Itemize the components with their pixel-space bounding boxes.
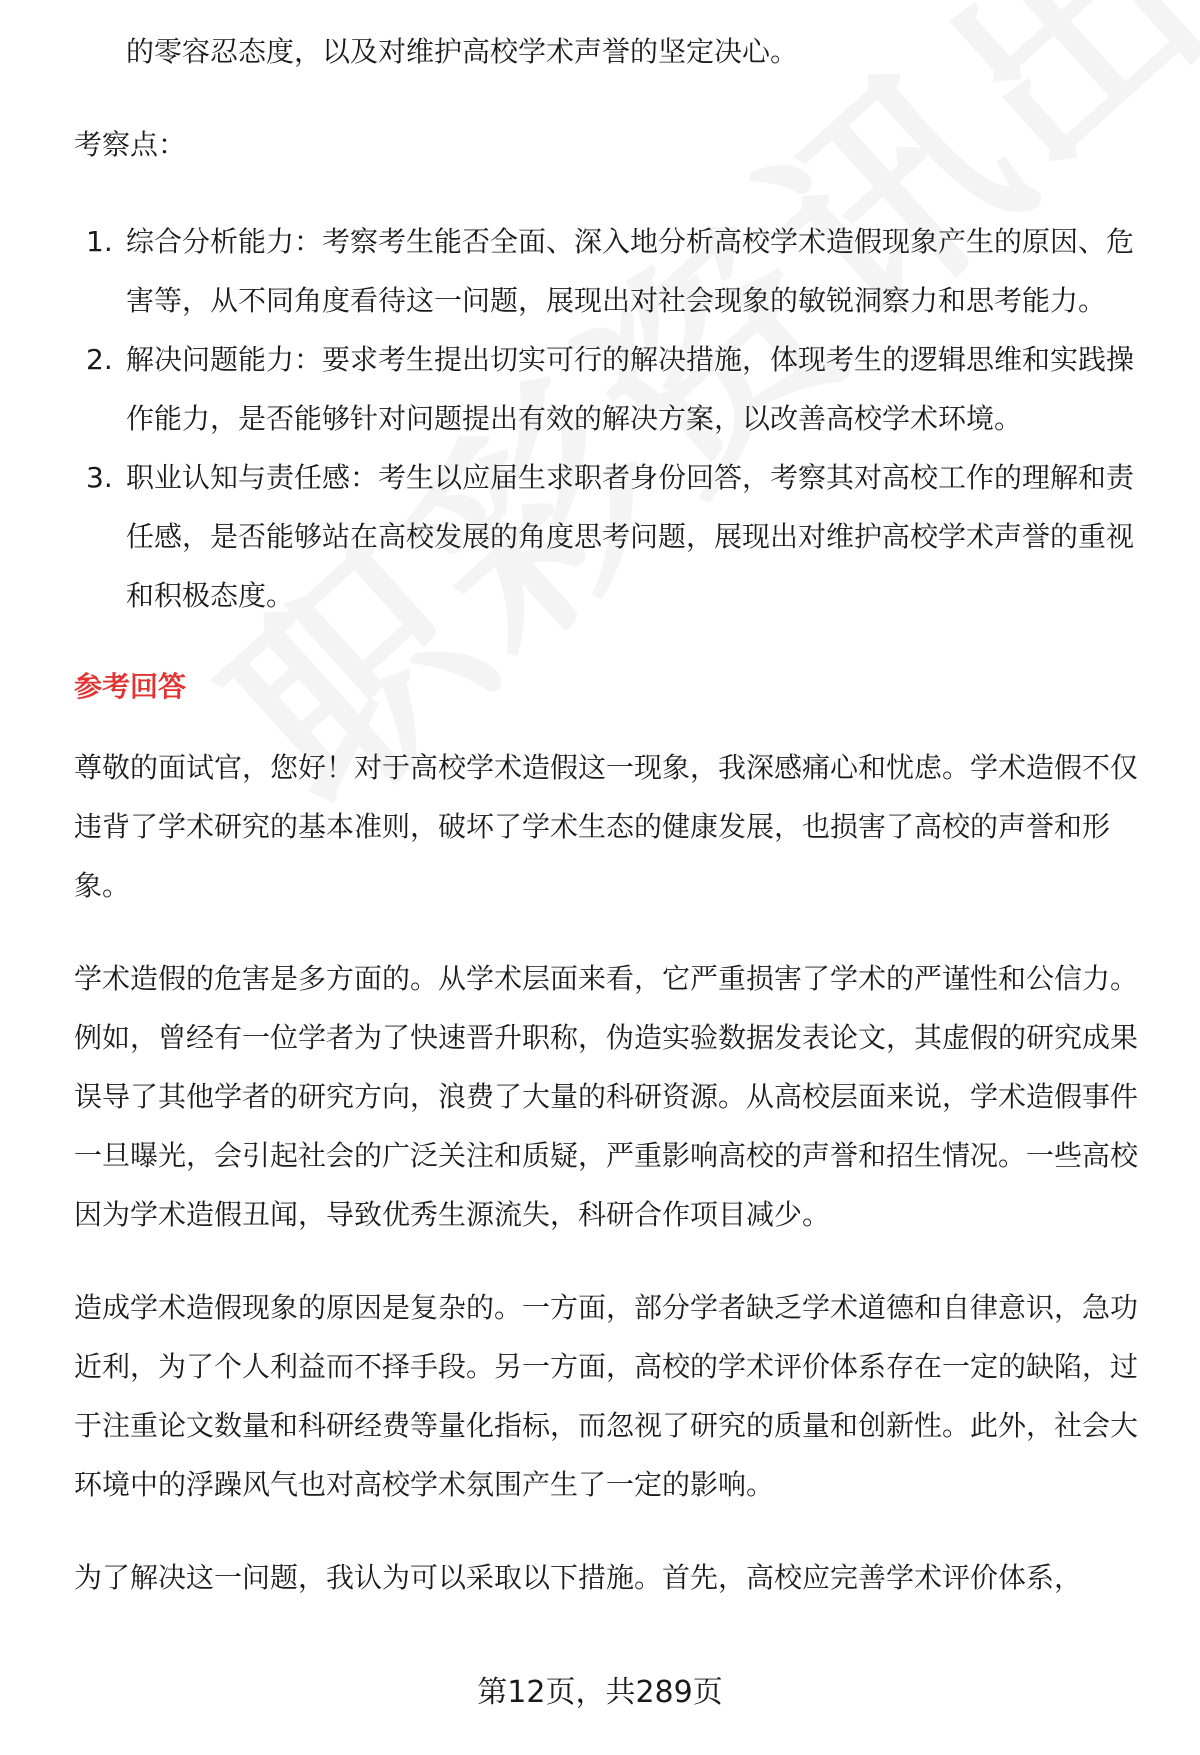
list-item-text: 解决问题能力：要求考生提出切实可行的解决措施，体现考生的逻辑思维和实践操作能力，是否能够针对问题提出有效的解决方案，以改善高校学术环境。 [126, 343, 1135, 435]
list-item [74, 330, 1144, 448]
check-points-label: 考察点： [74, 128, 187, 161]
list-item [74, 448, 1144, 625]
paragraph: 造成学术造假现象的原因是复杂的。一方面，部分学者缺乏学术道德和自律意识，急功近利，为了个人利益而不择手段。另一方面，高校的学术评价体系存在一定的缺陷，过于注重论文数量和科研经费等量化指标，而忽视了研究的质量和创新性。此外，社会大环境中的浮躁风气也对高校学术氛围产生了一定的影响。 [74, 1291, 1139, 1501]
paragraph: 学术造假的危害是多方面的。从学术层面来看，它严重损害了学术的严谨性和公信力。例如，曾经有一位学者为了快速晋升职称，伪造实验数据发表论文，其虚假的研究成果误导了其他学者的研究方向，浪费了大量的科研资源。从高校层面来说，学术造假事件一旦曝光，会引起社会的广泛关注和质疑，严重影响高校的声誉和招生情况。一些高校因为学术造假丑闻，导致优秀生源流失，科研合作项目减少。 [74, 962, 1139, 1231]
list-item-number: 2. [86, 343, 113, 376]
page-number: 第12页，共289页 [477, 1675, 723, 1710]
continuation-text: 的零容忍态度，以及对维护高校学术声誉的坚定决心。 [126, 35, 799, 68]
check-points-list [74, 212, 1144, 625]
section-title-reference-answer: 参考回答 [74, 670, 187, 703]
list-item-number: 3. [86, 461, 113, 494]
list-item-text: 职业认知与责任感：考生以应届生求职者身份回答，考察其对高校工作的理解和责任感，是否能够站在高校发展的角度思考问题，展现出对维护高校学术声誉的重视和积极态度。 [126, 461, 1135, 612]
paragraph: 为了解决这一问题，我认为可以采取以下措施。首先，高校应完善学术评价体系， [74, 1561, 1083, 1594]
list-item [74, 212, 1144, 330]
list-item-text: 综合分析能力：考察考生能否全面、深入地分析高校学术造假现象产生的原因、危害等，从不同角度看待这一问题，展现出对社会现象的敏锐洞察力和思考能力。 [126, 225, 1135, 317]
document-page [74, 0, 1144, 1607]
paragraph: 尊敬的面试官，您好！对于高校学术造假这一现象，我深感痛心和忧虑。学术造假不仅违背了学术研究的基本准则，破坏了学术生态的健康发展，也损害了高校的声誉和形象。 [74, 751, 1139, 902]
list-item-number: 1. [86, 225, 113, 258]
